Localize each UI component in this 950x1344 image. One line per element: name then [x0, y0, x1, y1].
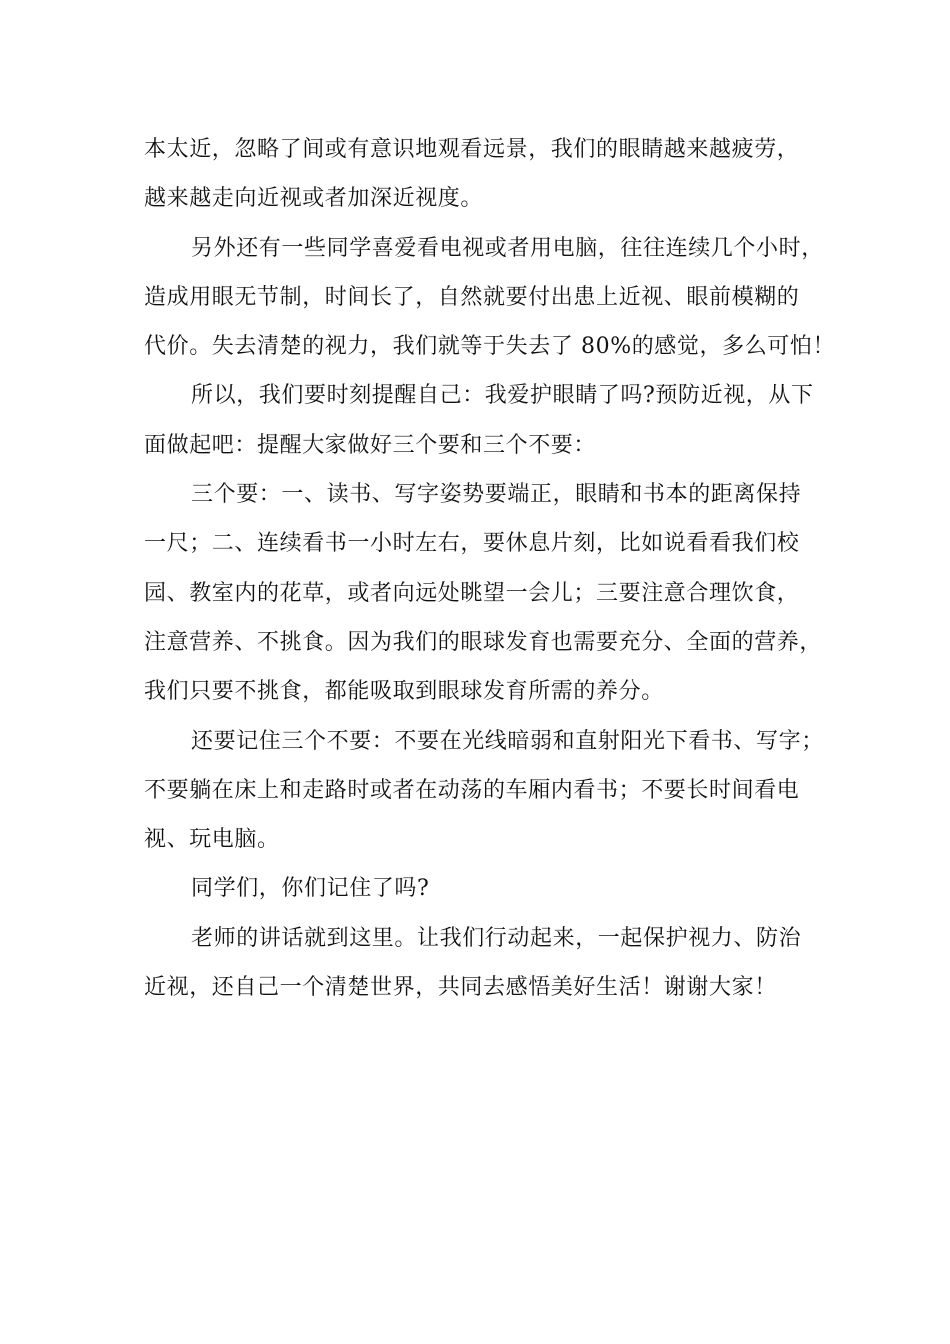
paragraph-start-line: 所以，我们要时刻提醒自己：我爱护眼睛了吗?预防近视，从下	[191, 383, 814, 409]
text-line: 视、玩电脑。	[144, 827, 280, 853]
paragraph-start-line: 三个要：一、读书、写字姿势要端正，眼睛和书本的距离保持	[191, 482, 802, 508]
text-line: 造成用眼无节制，时间长了，自然就要付出患上近视、眼前模糊的	[144, 284, 800, 310]
text-line: 不要躺在床上和走路时或者在动荡的车厢内看书；不要长时间看电	[144, 777, 800, 803]
paragraph-start-line: 老师的讲话就到这里。让我们行动起来，一起保护视力、防治	[191, 925, 802, 951]
paragraph-start-line: 另外还有一些同学喜爱看电视或者用电脑，往往连续几个小时，	[191, 235, 824, 261]
document-body	[144, 125, 836, 1012]
text-line: 园、教室内的花草，或者向远处眺望一会儿；三要注意合理饮食，	[144, 580, 800, 606]
text-line: 我们只要不挑食，都能吸取到眼球发育所需的养分。	[144, 679, 664, 705]
text-line: 一尺；二、连续看书一小时左右，要休息片刻，比如说看看我们校	[144, 531, 800, 557]
text-line: 越来越走向近视或者加深近视度。	[144, 186, 484, 212]
paragraph-start-line: 还要记住三个不要：不要在光线暗弱和直射阳光下看书、写字；	[191, 728, 824, 754]
text-line: 面做起吧：提醒大家做好三个要和三个不要：	[144, 432, 597, 458]
text-line: 注意营养、不挑食。因为我们的眼球发育也需要充分、全面的营养，	[144, 629, 823, 655]
text-line: 近视，还自己一个清楚世界，共同去感悟美好生活！谢谢大家！	[144, 975, 777, 1001]
text-line: 代价。失去清楚的视力，我们就等于失去了 80%的感觉，多么可怕！	[144, 334, 836, 360]
paragraph-start-line: 同学们，你们记住了吗?	[191, 876, 430, 902]
text-line: 本太近，忽略了间或有意识地观看远景，我们的眼睛越来越疲劳，	[144, 137, 800, 162]
